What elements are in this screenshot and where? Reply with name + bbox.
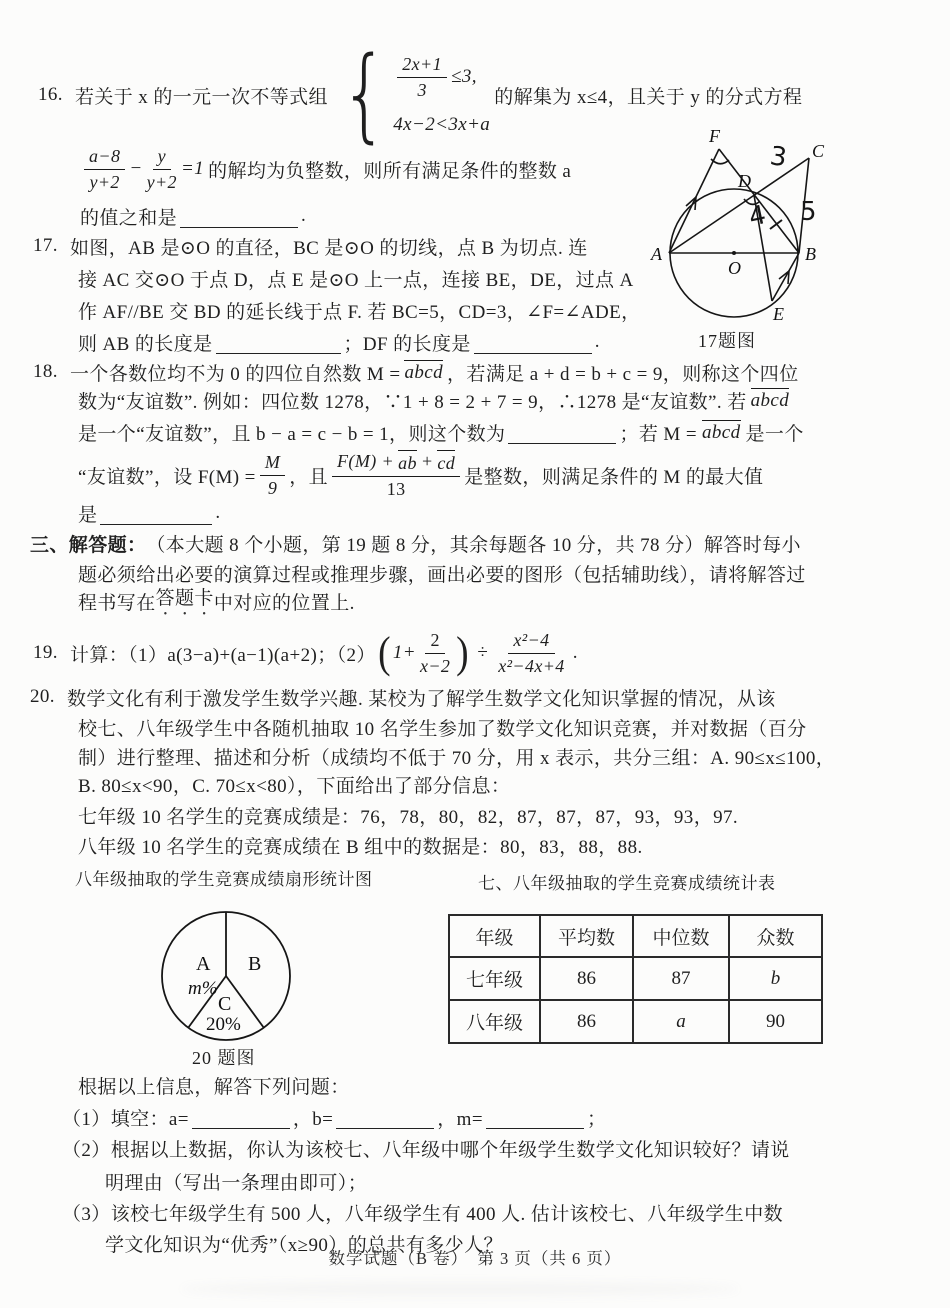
q18-line1	[33, 357, 799, 387]
q20-sub2-text2: 明理由（写出一条理由即可）；	[105, 1172, 368, 1194]
q18-line4	[78, 445, 763, 505]
header-median: 中位数	[633, 915, 729, 957]
q18-text3b: ；若 M =	[619, 423, 697, 445]
overline-abcd-3: abcd	[701, 422, 741, 443]
q20-sub1-b: ，b=	[292, 1108, 334, 1130]
section3-text1: （本大题 8 个小题，第 19 题 8 分，其余每题各 10 分，共 78 分）解答时每小	[146, 534, 801, 556]
q20-line4	[78, 769, 510, 799]
stat-table	[448, 914, 823, 1044]
q20-sub2-line2	[105, 1166, 367, 1196]
pie-label-20-percent: 20%	[206, 1014, 241, 1035]
cell-grade8-median: a	[633, 1000, 729, 1043]
pie-label-B: B	[248, 953, 262, 975]
label-B: B	[805, 244, 816, 264]
page-footer-text: 数学试题（B 卷） 第 3 页（共 6 页）	[328, 1249, 622, 1268]
q20-sub3-line1	[62, 1197, 783, 1227]
handwritten-3: 3	[768, 141, 789, 174]
q20-line6	[78, 830, 643, 860]
table-header-row	[449, 915, 822, 957]
q20-sub3-text1: （3）该校七年级学生有 500 人，八年级学生有 400 人. 估计该校七、八年级学生中数	[62, 1203, 784, 1225]
q19-period: .	[572, 642, 578, 663]
q16-text3: 的解均为负整数，则所有满足条件的整数 a	[208, 160, 572, 182]
header-grade: 年级	[449, 915, 540, 957]
q18-text4b: ，且	[289, 466, 329, 488]
section3-emphasized: 答题卡	[155, 587, 214, 609]
q19-text: 计算：（1）a(3−a)+(a−1)(a+2)；（2）	[69, 644, 376, 666]
overline-abcd-2: abcd	[750, 390, 790, 411]
pie-label-C: C	[218, 993, 232, 1015]
arrow-on-BE	[779, 271, 789, 284]
q16-line2	[80, 141, 571, 197]
q18-text5a: 是	[78, 504, 98, 526]
pie-label-m-percent: m%	[188, 978, 218, 999]
section3-text3a: 程书写在	[78, 592, 156, 614]
cell-grade7-mode: b	[729, 957, 822, 1000]
pie-caption	[192, 1042, 256, 1072]
q16-number: 16.	[38, 84, 63, 105]
plus-sign: +	[420, 451, 434, 471]
table-row-grade8	[449, 1000, 822, 1043]
q16-text4: 的值之和是	[80, 207, 178, 229]
q18-text1b: ，若满足 a + d = b + c = 9，则称这个四位	[447, 363, 799, 385]
label-D: D	[738, 171, 751, 191]
page-footer	[0, 1245, 950, 1269]
q20-blank-m	[486, 1112, 584, 1129]
label-A: A	[651, 244, 662, 264]
q20-sub1	[62, 1102, 606, 1132]
label-C: C	[812, 141, 825, 161]
fraction-a8-over-y2: a−8 y+2	[84, 145, 125, 193]
q18-text4a: “友谊数”，设 F(M) =	[78, 466, 256, 488]
fraction-2x1-over-3: $\frac{2x+1}{3}$	[397, 53, 447, 101]
q20-post-intro	[78, 1070, 350, 1100]
q18-text3c: 是一个	[745, 423, 804, 445]
q20-sub2-line1	[62, 1133, 790, 1163]
q18-text5b: .	[215, 502, 221, 523]
overline-abcd-1: abcd	[404, 362, 444, 383]
open-paren: (	[377, 628, 391, 678]
pie-chart-title-text: 八年级抽取的学生竞赛成绩扇形统计图	[75, 869, 373, 889]
section3-text2: 题必须给出必要的演算过程或推理步骤，画出必要的图形（包括辅助线），请将解答过	[78, 564, 806, 586]
label-O: O	[728, 258, 741, 278]
line-BE	[772, 253, 799, 301]
q20-line2	[78, 712, 807, 742]
q16-answer-blank	[180, 211, 298, 228]
close-paren: )	[456, 628, 470, 678]
q20-blank-a	[192, 1112, 290, 1129]
q17-text4a: 则 AB 的长度是	[78, 333, 213, 355]
q16-period: .	[301, 205, 307, 226]
section3-title: 三、解答题：	[30, 534, 147, 556]
q16-text2: 的解集为 x≤4，且关于 y 的分式方程	[494, 86, 803, 108]
handwritten-5: 5	[800, 197, 817, 227]
q20-line5	[78, 800, 738, 830]
q20-sub1-d: ；	[586, 1108, 607, 1130]
q17-line4	[78, 327, 600, 357]
q17-blank-ab	[216, 337, 341, 354]
q17-line3	[78, 295, 641, 325]
fraction-2-over-x2: $\frac{2}{x-2}$	[420, 630, 451, 676]
q16-line3	[80, 201, 306, 231]
fm-plus: F(M) +	[337, 451, 395, 471]
q20-sub3-text2: 学文化知识为“优秀”（x≥90）的总共有多少人？	[105, 1234, 503, 1256]
q19-one-plus: 1+	[392, 642, 416, 663]
pie-caption-text: 20 题图	[192, 1048, 256, 1068]
fraction-M-over-9: $\frac{M}{9}$	[260, 451, 285, 499]
line-AF	[669, 149, 719, 253]
section3-text3b: 中对应的位置上.	[213, 592, 355, 614]
q20-post-intro-text: 根据以上信息，解答下列问题：	[78, 1076, 350, 1098]
equals-one: =1	[180, 158, 205, 179]
q20-line1	[30, 682, 776, 712]
q20-sub2-text1: （2）根据以上数据，你认为该校七、八年级中哪个年级学生数学文化知识较好？请说	[62, 1139, 790, 1161]
q20-number: 20.	[30, 686, 55, 707]
divide-sign: ÷	[477, 642, 489, 663]
q19-line	[33, 622, 578, 684]
q20-text6: 八年级 10 名学生的竞赛成绩在 B 组中的数据是：80，83，88，88.	[78, 836, 643, 858]
header-mode: 众数	[729, 915, 822, 957]
q18-blank-1	[508, 427, 616, 444]
q18-text1a: 一个各数位均不为 0 的四位自然数 M =	[69, 363, 401, 385]
system-ineq2: 4x−2<3x+a	[393, 114, 491, 136]
q18-text4c: 是整数，则满足条件的 M 的最大值	[464, 466, 764, 488]
header-mean: 平均数	[540, 915, 633, 957]
q20-line3	[78, 741, 835, 771]
q18-line3	[78, 417, 804, 447]
scan-smudge	[180, 1282, 740, 1296]
q18-text2a: 数为“友谊数”. 例如：四位数 1278，∵1 + 8 = 2 + 7 = 9，∴1278 是“友谊数”. 若	[78, 391, 747, 413]
q18-text3a: 是一个“友谊数”，且 b − a = c − b = 1，则这个数为	[78, 423, 506, 445]
q17-number: 17.	[33, 235, 58, 256]
q17-line1	[33, 231, 588, 261]
pie-chart	[158, 906, 298, 1046]
q20-text3: 制）进行整理、描述和分析（成绩均不低于 70 分，用 x 表示，共分三组：A. 90≤x≤100，	[78, 747, 836, 769]
q17-figure-caption-text: 17题图	[698, 331, 756, 351]
q18-blank-2	[100, 508, 212, 525]
q17-text4b: ；DF 的长度是	[343, 333, 471, 355]
q20-sub1-a: （1）填空：a=	[62, 1108, 189, 1130]
q20-sub1-c: ，m=	[437, 1108, 483, 1130]
q18-line5	[78, 498, 221, 528]
q16-text1: 若关于 x 的一元一次不等式组	[74, 86, 328, 108]
center-dot-O	[732, 251, 736, 255]
overline-cd: cd	[437, 450, 455, 475]
system-ineq1: ≤3,	[451, 66, 477, 88]
handwritten-4: 4	[746, 200, 769, 233]
cell-grade8: 八年级	[449, 1000, 540, 1043]
cell-grade8-mean: 86	[540, 1000, 633, 1043]
q17-figure-caption	[698, 325, 756, 355]
label-F: F	[709, 128, 720, 146]
fraction-FM-ab-cd-over-13: F(M) + ab + cd 13	[332, 450, 460, 500]
cell-grade7-mean: 86	[540, 957, 633, 1000]
system-brace: {	[340, 35, 390, 155]
q20-text4: B. 80≤x<90，C. 70≤x<80），下面给出了部分信息：	[78, 775, 511, 797]
q17-text4c: .	[594, 331, 600, 352]
q17-text3: 作 AF//BE 交 BD 的延长线于点 F. 若 BC=5，CD=3，∠F=∠ADE，	[78, 301, 641, 323]
q18-number: 18.	[33, 361, 58, 382]
pie-chart-title	[75, 862, 373, 892]
section3-line3	[78, 586, 355, 616]
q17-text2: 接 AC 交⊙O 于点 D，点 E 是⊙O 上一点，连接 BE，DE，过点 A	[78, 269, 634, 291]
cell-grade7: 七年级	[449, 957, 540, 1000]
q19-number: 19.	[33, 642, 58, 663]
section3-line1	[30, 528, 801, 558]
stat-table-title-text: 七、八年级抽取的学生竞赛成绩统计表	[478, 873, 776, 893]
table-row-grade7	[449, 957, 822, 1000]
cell-grade8-mode: 90	[729, 1000, 822, 1043]
pie-label-A: A	[196, 953, 211, 975]
q20-text5: 七年级 10 名学生的竞赛成绩是：76，78，80，82，87，87，87，93，93，97.	[78, 806, 739, 828]
fraction-x2-4-over-x2-4x-4: $\frac{\text{x²−4}}{\text{x²−4x+4}}$	[498, 630, 565, 676]
fraction-y-over-y2: $\frac{y}{y+2}$	[146, 146, 177, 192]
inequality-system	[332, 35, 491, 155]
q18-line2	[78, 385, 793, 415]
label-E: E	[773, 304, 784, 324]
q20-blank-b	[336, 1112, 434, 1129]
q17-line2	[78, 263, 634, 293]
cell-grade7-median: 87	[633, 957, 729, 1000]
overline-ab: ab	[398, 450, 417, 475]
minus-sign: −	[129, 158, 143, 179]
stat-table-title	[478, 866, 776, 896]
q20-text2: 校七、八年级学生中各随机抽取 10 名学生参加了数学文化知识竞赛，并对数据（百分	[78, 718, 807, 740]
q17-blank-df	[474, 337, 592, 354]
q20-text1: 数学文化有利于激发学生数学兴趣. 某校为了解学生数学文化知识掌握的情况，从该	[66, 688, 776, 710]
q17-circle-figure	[645, 128, 935, 328]
q17-text1: 如图，AB 是⊙O 的直径，BC 是⊙O 的切线，点 B 为切点. 连	[69, 237, 588, 259]
